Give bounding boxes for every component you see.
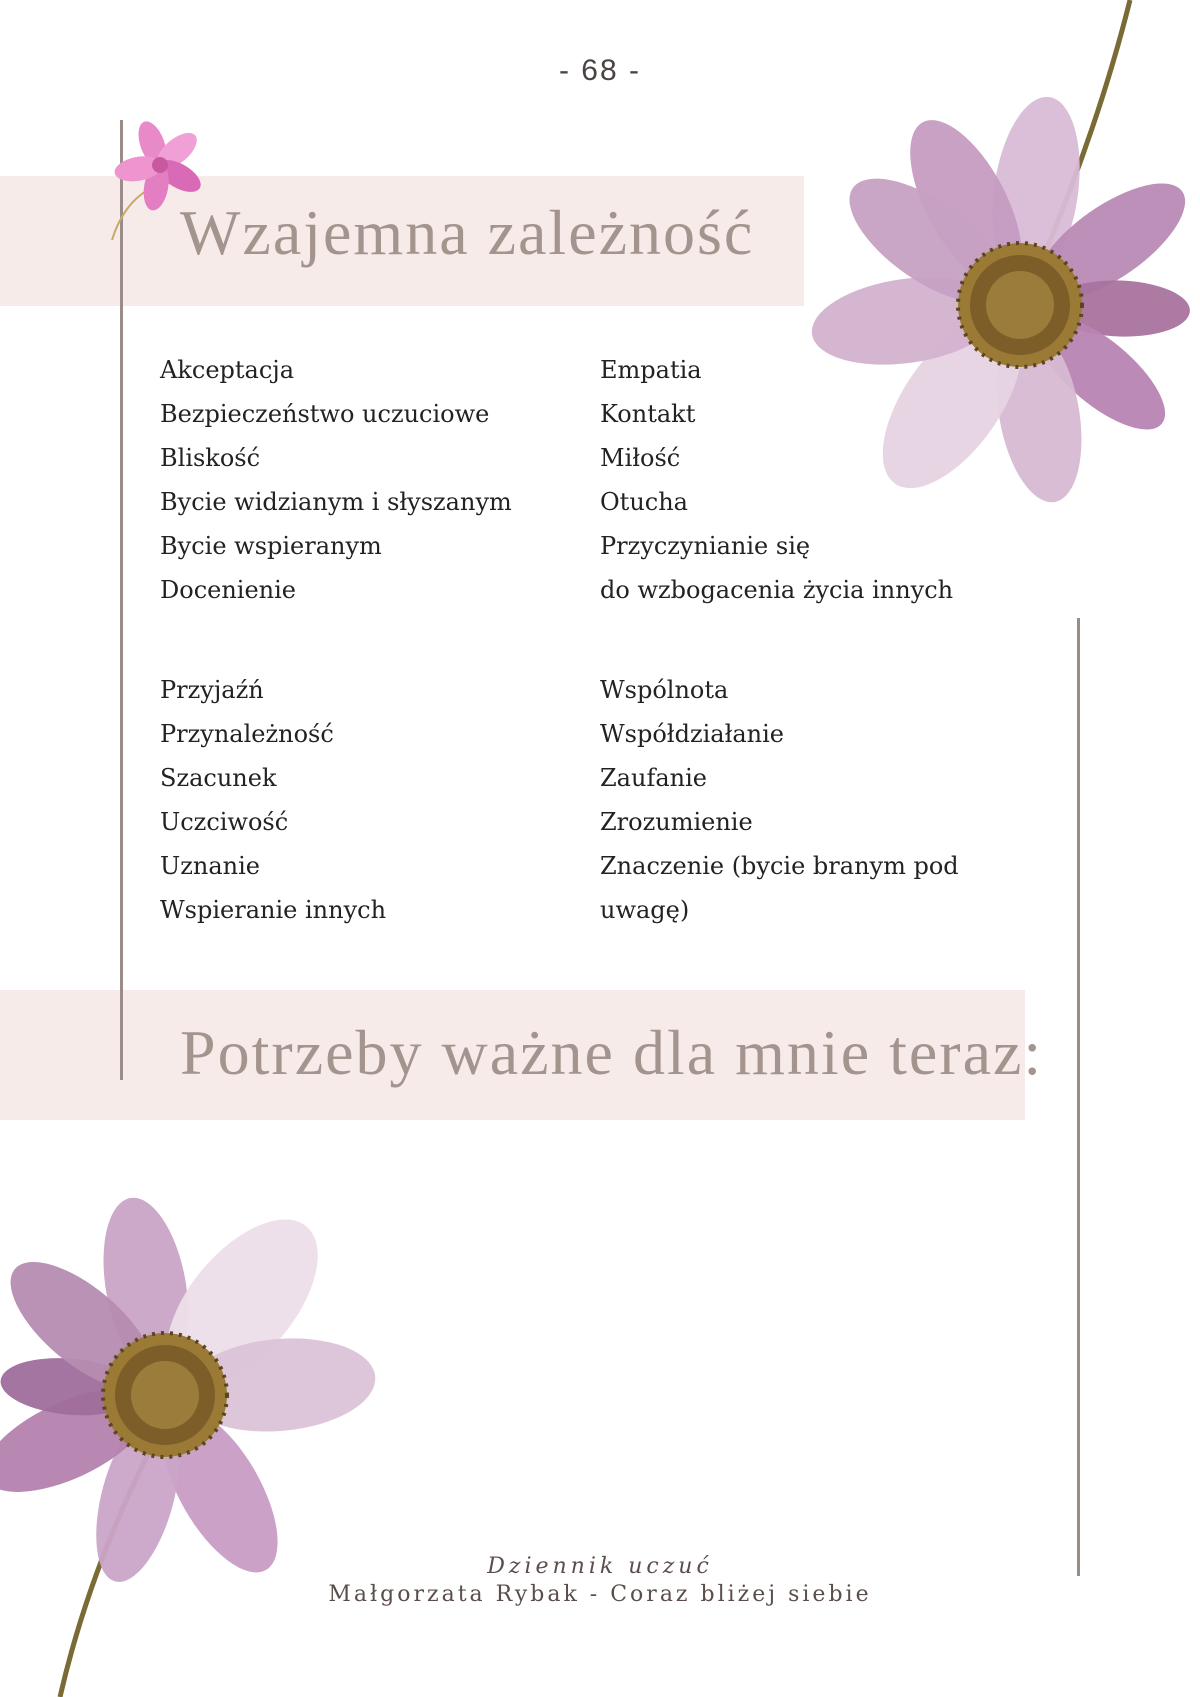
list-item: Wspieranie innych: [160, 896, 387, 924]
needs-column-2: [600, 348, 953, 612]
list-item: Uczciwość: [160, 808, 289, 836]
needs-column-4: [600, 668, 959, 932]
page-title: Wzajemna zależność: [180, 197, 755, 268]
list-item: Akceptacja: [160, 356, 295, 384]
list-item: Wspólnota: [600, 676, 729, 704]
page-number: - 68 -: [558, 54, 642, 87]
list-item: Szacunek: [160, 764, 277, 792]
list-item: Bliskość: [160, 444, 261, 472]
footer-author-line: Małgorzata Rybak - Coraz bliżej siebie: [328, 1582, 872, 1607]
list-item: Bycie widzianym i słyszanym: [160, 488, 512, 516]
list-item: Kontakt: [600, 400, 696, 428]
list-item: Docenienie: [160, 576, 297, 604]
list-item: Bezpieczeństwo uczuciowe: [160, 400, 490, 428]
pressed-flower-bottom-left: [0, 1191, 379, 1697]
list-item: Otucha: [600, 488, 688, 516]
footer-journal-title: Dziennik uczuć: [487, 1554, 713, 1579]
prompt-heading: Potrzeby ważne dla mnie teraz:: [180, 1017, 1044, 1088]
list-item: do wzbogacenia życia innych: [600, 576, 954, 604]
list-item: Przyjaźń: [160, 676, 264, 704]
list-item: Zrozumienie: [600, 808, 753, 836]
list-item: Bycie wspieranym: [160, 532, 382, 560]
list-item: Współdziałanie: [600, 720, 784, 748]
list-item: uwagę): [600, 896, 690, 924]
list-item: Znaczenie (bycie branym pod: [600, 852, 959, 880]
needs-column-3: [160, 668, 386, 932]
list-item: Miłość: [600, 444, 681, 472]
list-item: Uznanie: [160, 852, 260, 880]
needs-column-1: [160, 348, 512, 612]
list-item: Przynależność: [160, 720, 334, 748]
list-item: Empatia: [600, 356, 702, 384]
list-item: Przyczynianie się: [600, 532, 811, 560]
list-item: Zaufanie: [600, 764, 707, 792]
